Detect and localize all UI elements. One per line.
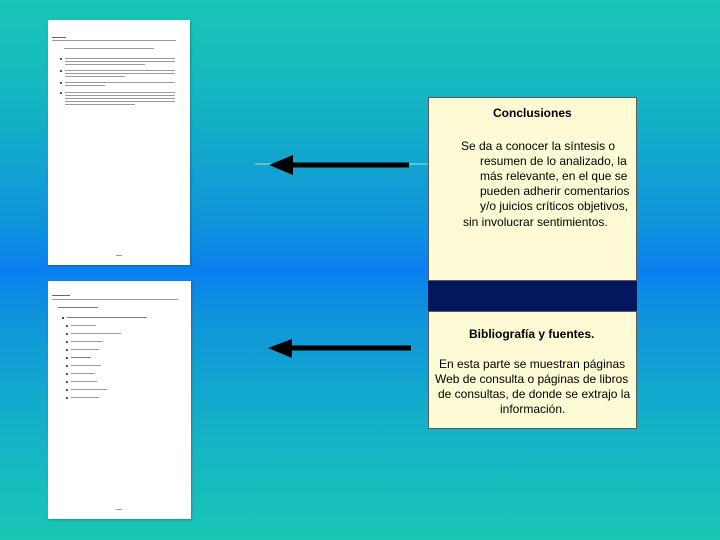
arrow-left-icon bbox=[255, 150, 430, 180]
thumb-text-line bbox=[71, 349, 99, 350]
conclusions-text-line: resumen de lo analizado, la bbox=[480, 154, 627, 168]
thumb-text-line bbox=[71, 365, 101, 366]
thumb-text-line bbox=[65, 61, 175, 62]
thumb-page-number bbox=[116, 509, 122, 510]
thumb-text-line bbox=[71, 373, 95, 374]
bibliography-text-line: de consultas, de donde se extrajo la bbox=[438, 387, 631, 401]
thumb-text-line bbox=[65, 76, 125, 77]
thumb-heading bbox=[52, 295, 70, 296]
thumb-text-line bbox=[71, 341, 103, 342]
thumb-bullet bbox=[66, 357, 68, 359]
thumb-bullet bbox=[66, 333, 68, 335]
conclusions-title: Conclusiones bbox=[493, 106, 572, 120]
thumb-bullet bbox=[62, 317, 64, 319]
conclusions-text-line: Se da a conocer la síntesis o bbox=[461, 139, 616, 153]
thumb-text-line bbox=[65, 104, 135, 105]
thumb-rule bbox=[52, 40, 176, 41]
thumb-text-line bbox=[65, 85, 105, 86]
thumb-bullet bbox=[66, 389, 68, 391]
conclusions-text-line: más relevante, en el que se bbox=[480, 169, 628, 183]
bibliography-title: Bibliografía y fuentes. bbox=[469, 327, 595, 341]
thumb-text-line bbox=[65, 70, 175, 71]
conclusions-panel bbox=[428, 97, 637, 281]
thumb-bullet bbox=[66, 373, 68, 375]
thumb-subheading bbox=[58, 307, 98, 308]
conclusions-text-line: y/o juicios críticos objetivos, bbox=[480, 199, 629, 213]
thumb-text-line bbox=[65, 92, 175, 93]
arrow-left-icon bbox=[262, 335, 417, 365]
divider-bar bbox=[428, 281, 637, 311]
thumb-text-line bbox=[71, 333, 121, 334]
conclusions-text-line: pueden adherir comentarios bbox=[480, 184, 630, 198]
thumb-text-line bbox=[65, 82, 175, 83]
thumb-text-line bbox=[64, 48, 154, 49]
thumb-text-line bbox=[71, 389, 107, 390]
thumb-bullet bbox=[66, 397, 68, 399]
bibliography-text-line: Web de consulta o páginas de libros bbox=[435, 372, 629, 386]
thumb-bullet bbox=[60, 92, 62, 94]
thumb-text-line bbox=[65, 98, 175, 99]
document-page-thumbnail-conclusions bbox=[48, 20, 190, 265]
thumb-text-line bbox=[65, 101, 175, 102]
thumb-bullet bbox=[66, 341, 68, 343]
thumb-text-line bbox=[67, 317, 147, 318]
thumb-text-line bbox=[71, 325, 96, 326]
thumb-text-line bbox=[65, 58, 175, 59]
bibliography-text-line: información. bbox=[500, 402, 566, 416]
thumb-bullet bbox=[66, 325, 68, 327]
thumb-rule bbox=[52, 299, 178, 300]
thumb-text-line bbox=[71, 381, 97, 382]
thumb-text-line bbox=[65, 73, 175, 74]
bibliography-panel bbox=[428, 311, 637, 429]
conclusions-text-line: sin involucrar sentimientos. bbox=[463, 215, 608, 229]
thumb-text-line bbox=[65, 95, 175, 96]
thumb-bullet bbox=[66, 381, 68, 383]
document-page-thumbnail-bibliography bbox=[48, 281, 191, 519]
thumb-text-line bbox=[65, 64, 145, 65]
thumb-bullet bbox=[60, 82, 62, 84]
thumb-text-line bbox=[71, 397, 99, 398]
thumb-page-number bbox=[116, 255, 122, 256]
thumb-heading bbox=[52, 37, 66, 38]
thumb-text-line bbox=[71, 357, 91, 358]
thumb-bullet bbox=[60, 70, 62, 72]
bibliography-text-line: En esta parte se muestran páginas bbox=[439, 357, 626, 371]
thumb-bullet bbox=[66, 349, 68, 351]
thumb-bullet bbox=[66, 365, 68, 367]
thumb-bullet bbox=[60, 58, 62, 60]
